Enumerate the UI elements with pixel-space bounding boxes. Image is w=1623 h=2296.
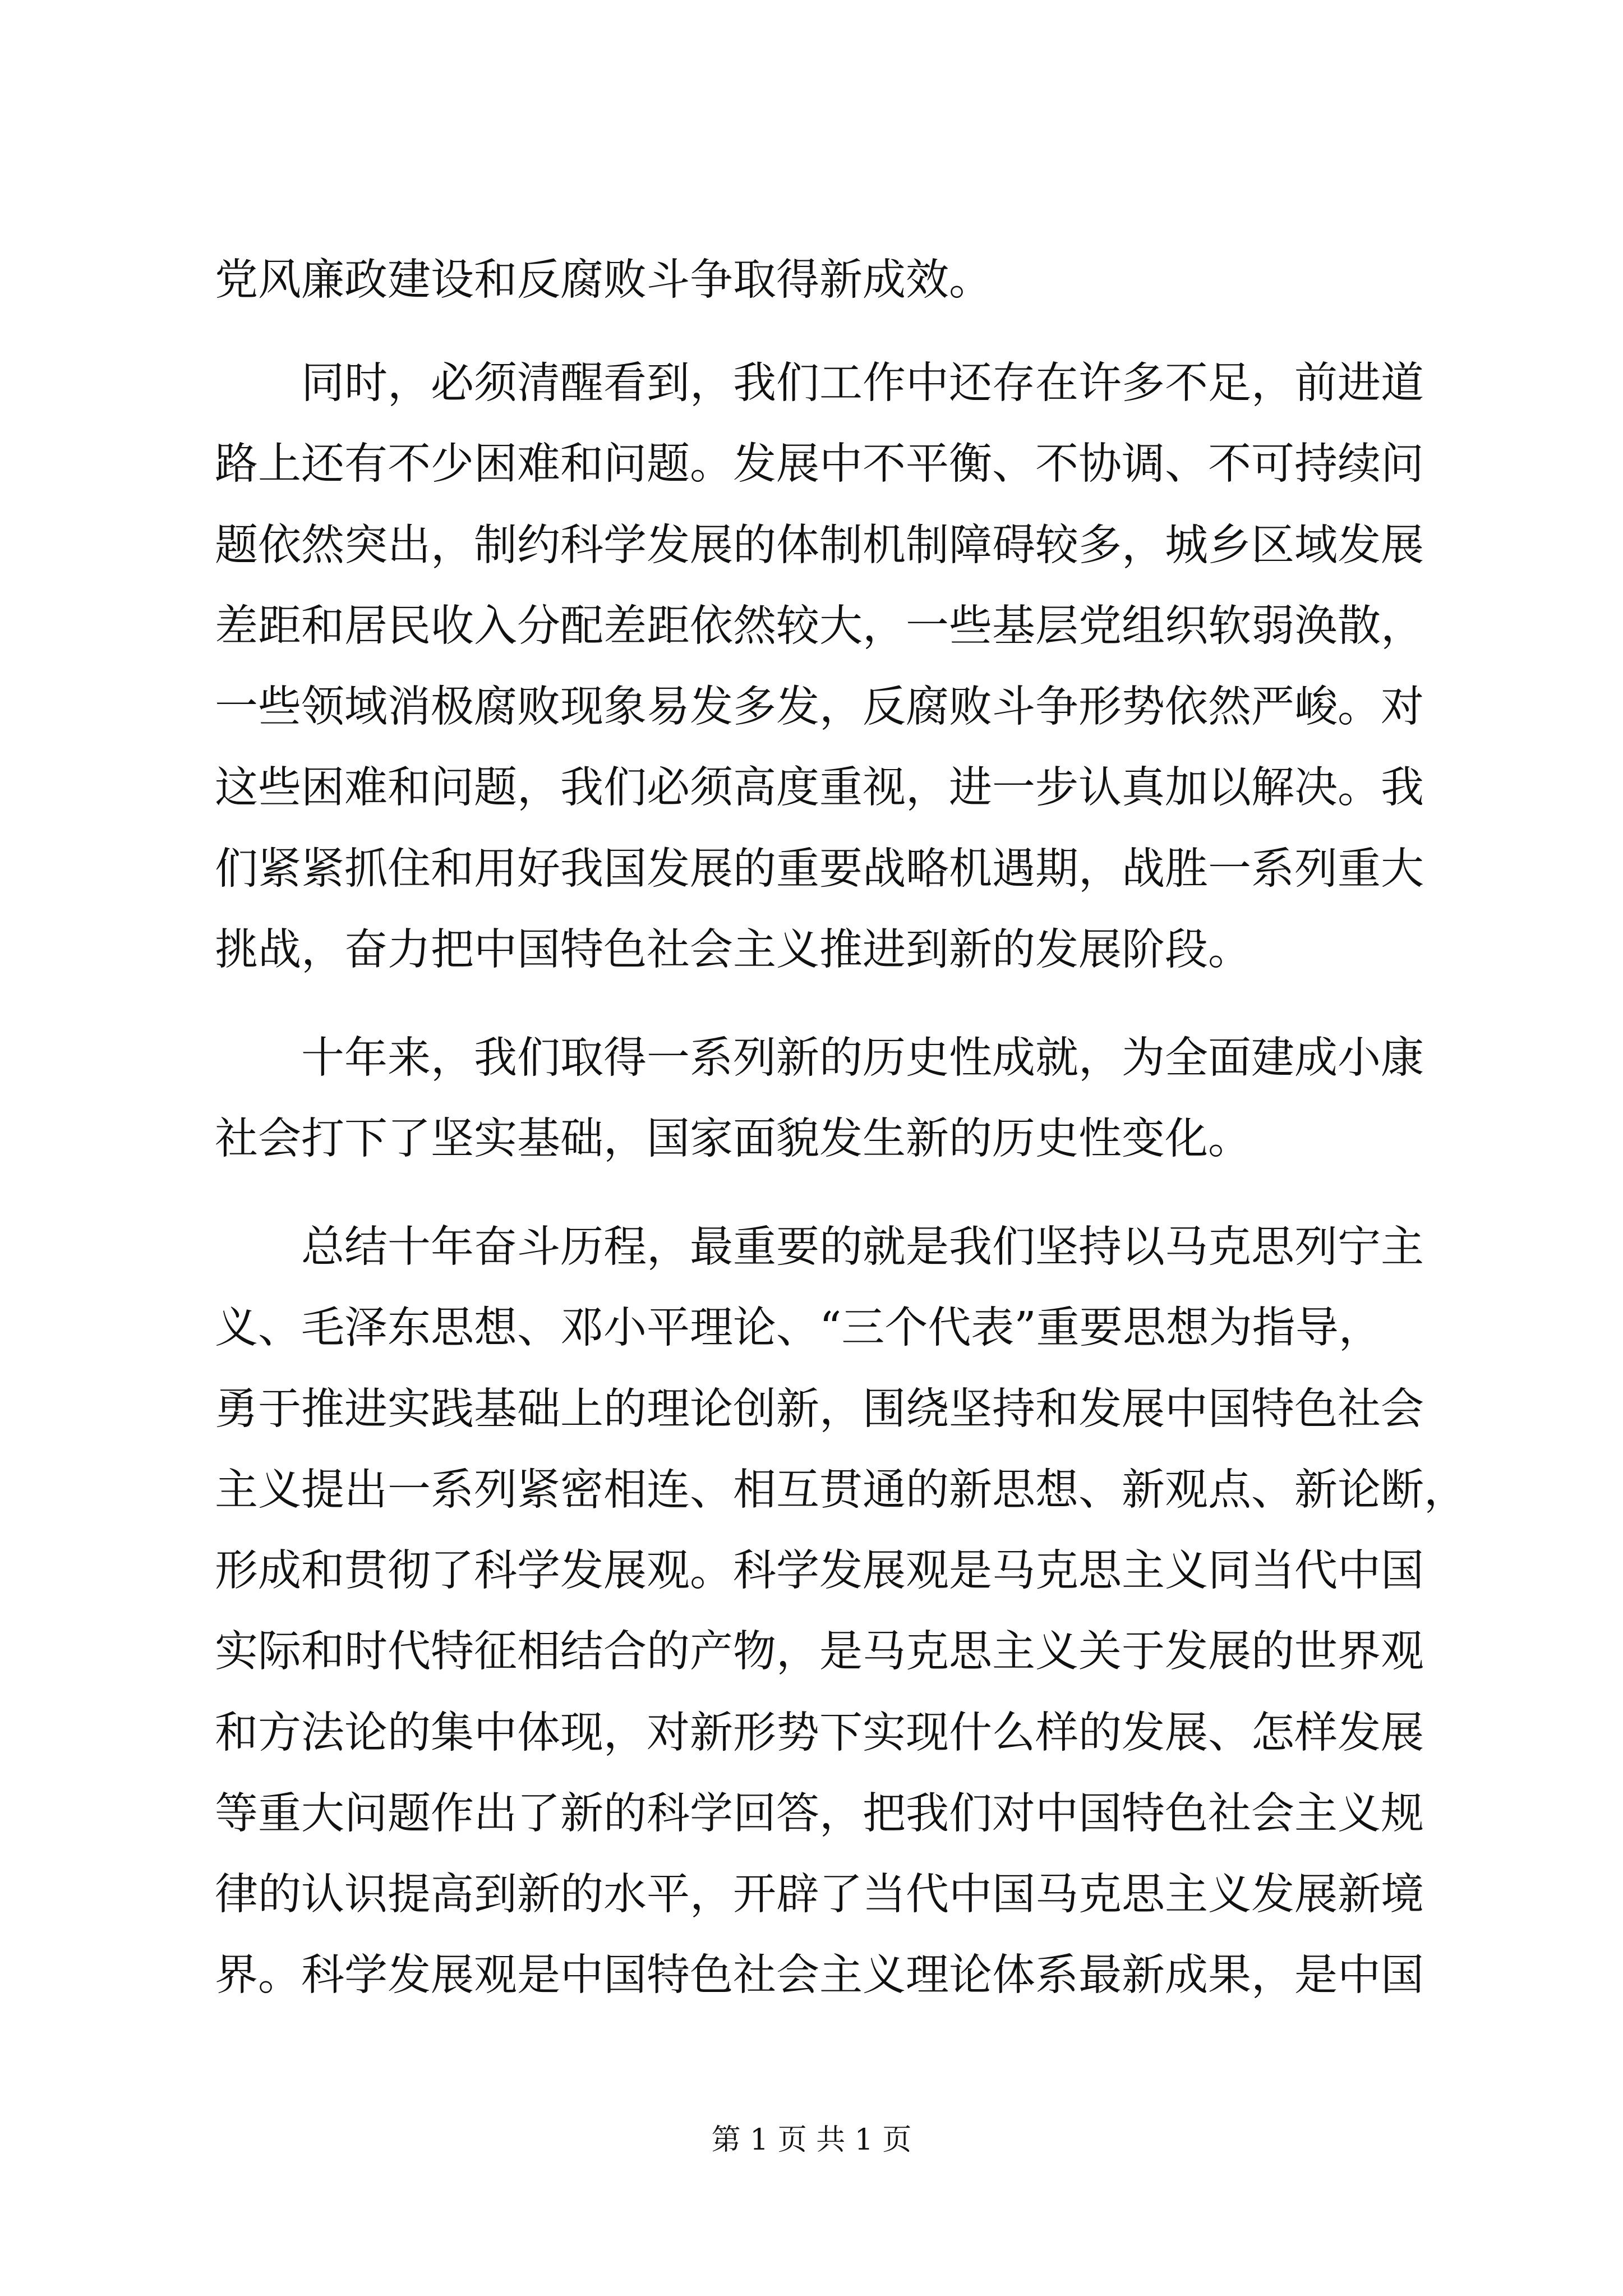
text-line: 们紧紧抓住和用好我国发展的重要战略机遇期，战胜一系列重大 <box>215 844 1424 894</box>
page-footer: 第 1 页 共 1 页 <box>711 2123 912 2157</box>
text-line: 一些领域消极腐败现象易发多发，反腐败斗争形势依然严峻。对 <box>215 682 1424 732</box>
text-line: 这些困难和问题，我们必须高度重视，进一步认真加以解决。我 <box>215 763 1424 813</box>
text-line: 律的认识提高到新的水平，开辟了当代中国马克思主义发展新境 <box>215 1870 1424 1920</box>
text-line: 路上还有不少困难和问题。发展中不平衡、不协调、不可持续问 <box>215 439 1424 489</box>
paragraph-first-line: 总结十年奋斗历程，最重要的就是我们坚持以马克思列宁主 <box>301 1222 1424 1272</box>
text-line: 义、毛泽东思想、邓小平理论、“三个代表”重要思想为指导， <box>215 1303 1382 1353</box>
text-line: 和方法论的集中体现，对新形势下实现什么样的发展、怎样发展 <box>215 1708 1424 1758</box>
text-line: 等重大问题作出了新的科学回答，把我们对中国特色社会主义规 <box>215 1789 1424 1839</box>
text-line: 界。科学发展观是中国特色社会主义理论体系最新成果，是中国 <box>215 1950 1424 2000</box>
text-line: 形成和贯彻了科学发展观。科学发展观是马克思主义同当代中国 <box>215 1546 1424 1596</box>
text-line: 社会打下了坚实基础，国家面貌发生新的历史性变化。 <box>215 1114 1251 1164</box>
text-line: 党风廉政建设和反腐败斗争取得新成效。 <box>215 255 992 305</box>
text-line: 题依然突出，制约科学发展的体制机制障碍较多，城乡区域发展 <box>215 521 1424 570</box>
paragraph-first-line: 十年来，我们取得一系列新的历史性成就，为全面建成小康 <box>301 1033 1424 1083</box>
paragraph-first-line: 同时，必须清醒看到，我们工作中还存在许多不足，前进道 <box>301 358 1424 408</box>
text-line: 挑战，奋力把中国特色社会主义推进到新的发展阶段。 <box>215 925 1251 975</box>
text-line: 主义提出一系列紧密相连、相互贯通的新思想、新观点、新论断， <box>215 1465 1467 1515</box>
text-line: 实际和时代特征相结合的产物，是马克思主义关于发展的世界观 <box>215 1627 1424 1677</box>
text-line: 勇于推进实践基础上的理论创新，围绕坚持和发展中国特色社会 <box>215 1384 1424 1434</box>
text-line: 差距和居民收入分配差距依然较大，一些基层党组织软弱涣散， <box>215 601 1424 651</box>
